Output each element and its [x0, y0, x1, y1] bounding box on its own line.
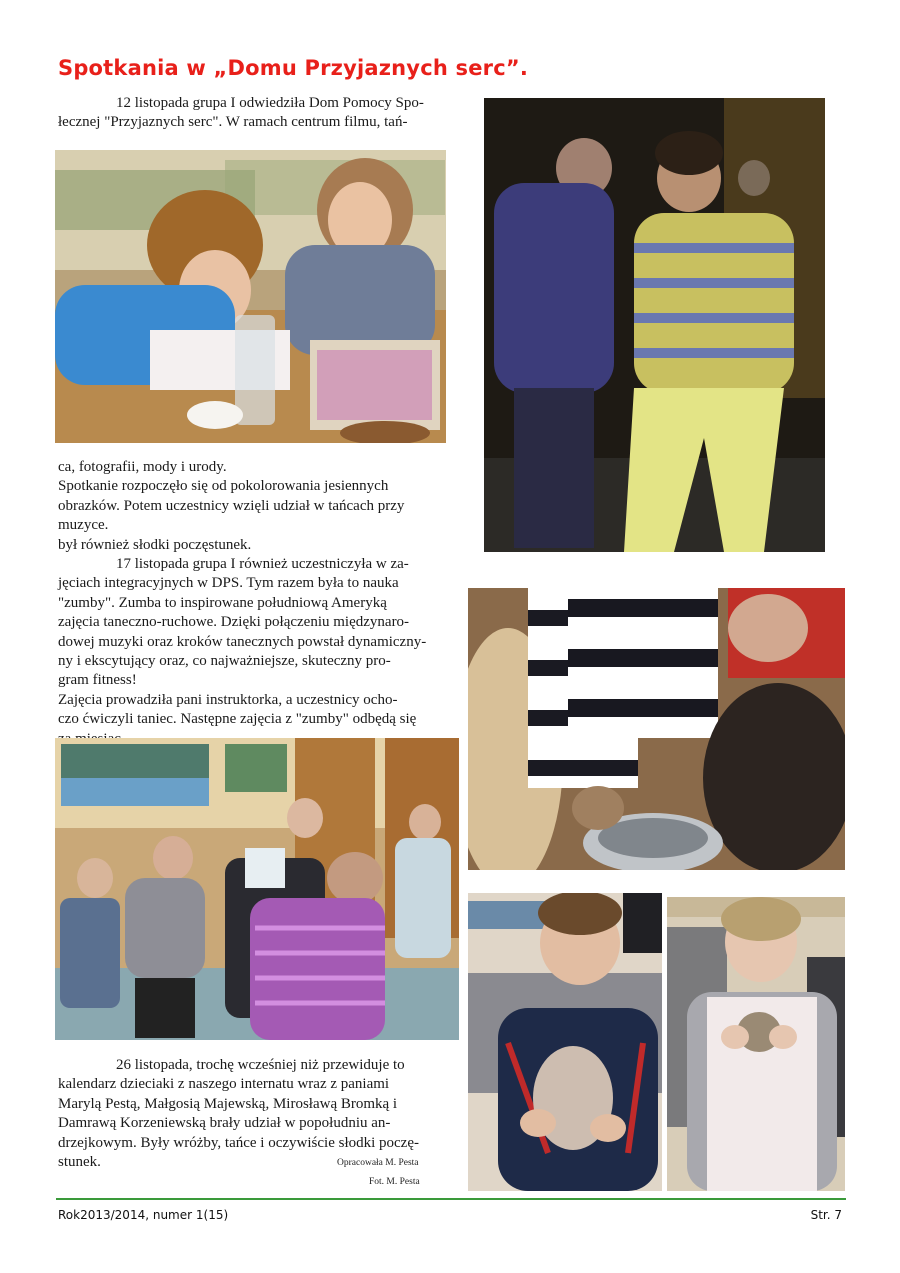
text-line	[58, 555, 458, 574]
text-line: ny i ekscytujący oraz, co najważniejsze, skuteczny pro-	[58, 653, 391, 670]
photo-credit: Fot. M. Pesta	[369, 1177, 420, 1187]
text-line: muzyce.	[58, 517, 109, 534]
text-line	[58, 94, 448, 113]
text-line: kalendarz dzieciaki z naszego internatu wraz z paniami	[58, 1076, 390, 1093]
photo-dancing-pair	[484, 98, 825, 552]
text-line: drzejkowym. Były wróżby, tańce i oczywiście słodki poczę-	[58, 1134, 419, 1151]
footer-page-number: Str. 7	[810, 1208, 842, 1222]
photo-girl-with-clay	[667, 897, 845, 1191]
footer-rule	[56, 1198, 846, 1200]
body-paragraphs	[58, 458, 458, 749]
text-line: obrazków. Potem uczestnicy wzięli udział w tańcach przy	[58, 497, 405, 514]
text-line	[58, 1056, 458, 1075]
text-line: czo ćwiczyli taniec. Następne zajęcia z "zumby" odbędą się	[58, 711, 417, 728]
text-line: był również słodki poczęstunek.	[58, 536, 252, 553]
text-line: zajęcia taneczno-ruchowe. Dzięki połączeniu międzynaro-	[58, 614, 410, 631]
text-line: "zumby". Zumba to inspirowane południową Ameryką	[58, 594, 387, 611]
photo-boy-with-clay	[468, 893, 662, 1191]
text-line: gram fitness!	[58, 672, 137, 689]
text-line-content: 26 listopada, trochę wcześniej niż przewiduje to	[116, 1057, 405, 1073]
text-line-content: 12 listopada grupa I odwiedziła Dom Pomocy Spo-	[116, 95, 424, 111]
text-line: Damrawą Korzeniewską brały udział w popołudniu an-	[58, 1115, 391, 1132]
text-line: Spotkanie rozpoczęło się od pokolorowania jesiennych	[58, 478, 389, 495]
text-line: dowej muzyki oraz kroków tanecznych powstał dynamiczny-	[58, 633, 427, 650]
text-line: jęciach integracyjnych w DPS. Tym razem była to nauka	[58, 575, 399, 592]
text-line: łecznej "Przyjaznych serc". W ramach centrum filmu, tań-	[58, 114, 408, 131]
text-line: Zajęcia prowadziła pani instruktorka, a uczestnicy ocho-	[58, 691, 398, 708]
closing-paragraph	[58, 1056, 458, 1172]
text-line: stunek.	[58, 1154, 101, 1171]
text-line: ca, fotografii, mody i urody.	[58, 459, 227, 475]
text-line-content: 17 listopada grupa I również uczestniczyła w za-	[116, 556, 409, 573]
footer-issue: Rok2013/2014, numer 1(15)	[58, 1208, 229, 1222]
author-credit: Opracowała M. Pesta	[337, 1158, 419, 1168]
photo-children-coloring	[55, 150, 446, 443]
photo-clay-bowl	[468, 588, 845, 870]
article-title: Spotkania w „Domu Przyjaznych serc”.	[58, 56, 529, 80]
photo-zumba-dance	[55, 738, 459, 1040]
text-line: Marylą Pestą, Małgosią Majewską, Mirosławą Bromką i	[58, 1095, 398, 1112]
intro-paragraph	[58, 94, 448, 133]
